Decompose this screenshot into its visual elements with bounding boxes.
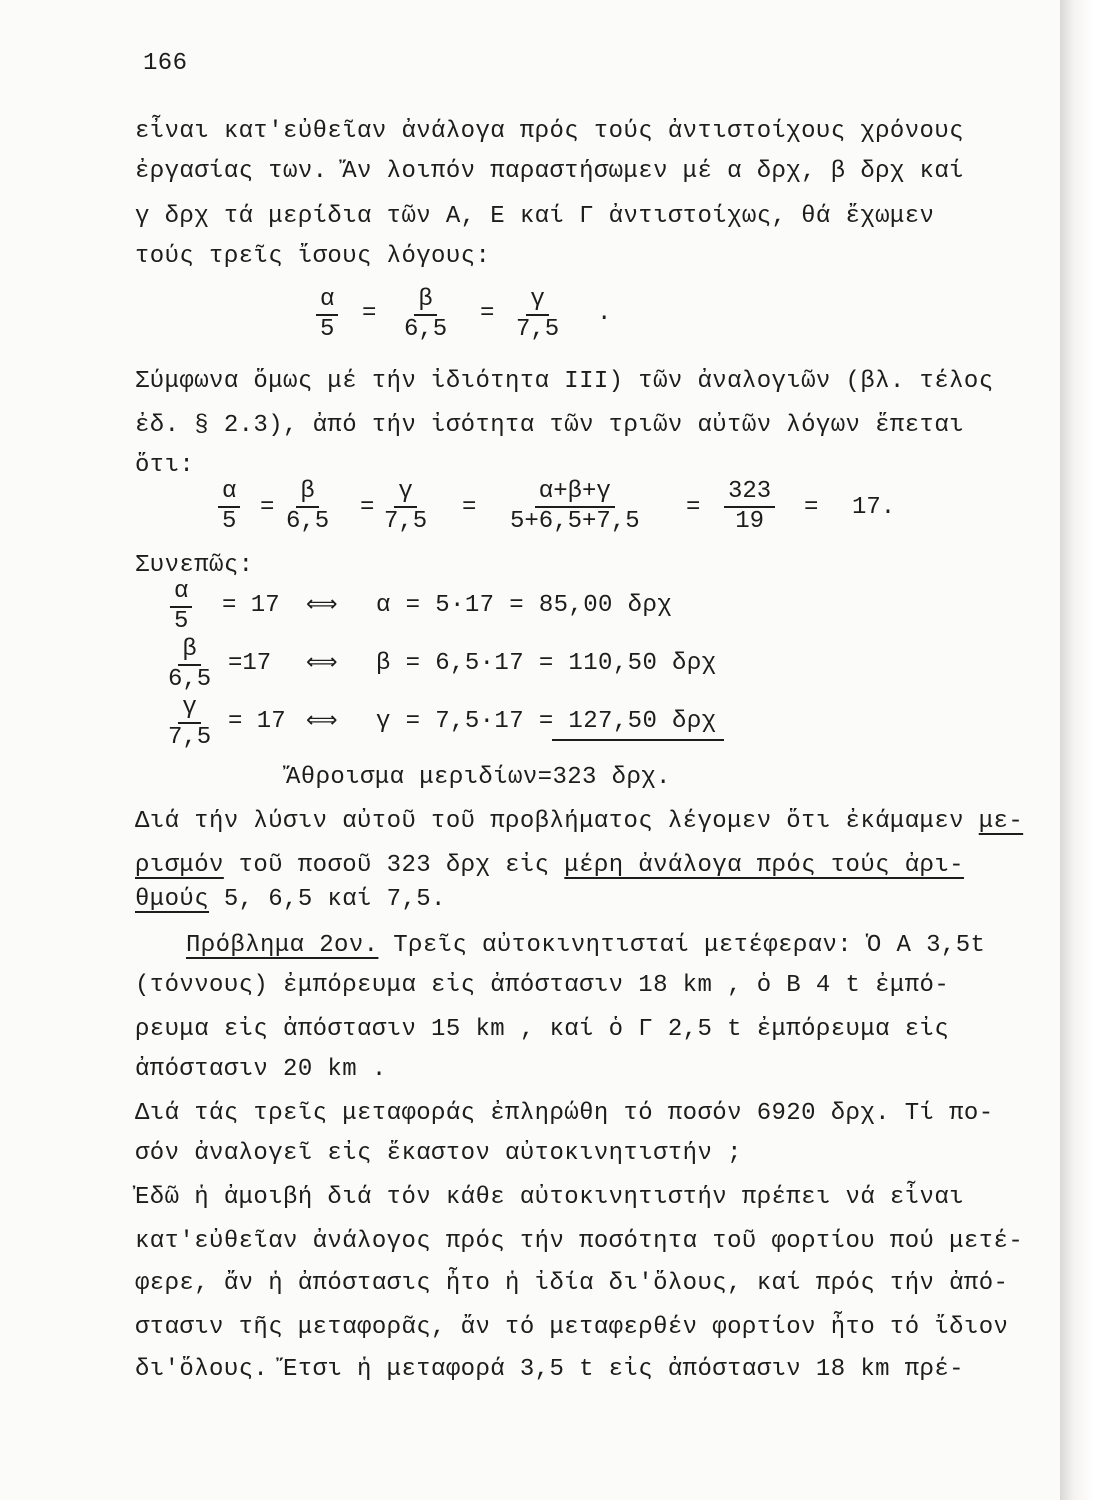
denominator: 7,5: [384, 508, 428, 535]
text-line: Διά τήν λύσιν αὐτοῦ τοῦ προβλήματος λέγομεν ὅτι ἐκάμαμεν με-: [135, 808, 1024, 835]
fraction-beta-6-5: [286, 478, 329, 536]
solution-fraction: [168, 636, 211, 694]
numerator: γ: [526, 286, 548, 316]
numerator: γ: [394, 478, 416, 508]
equals-sign: =: [260, 494, 275, 521]
denominator: 6,5: [404, 316, 448, 343]
solution-fraction: [170, 578, 192, 636]
solution-text: γ = 7,5·17 = 127,50 δρχ: [376, 708, 717, 735]
text-line: ρισμόν τοῦ ποσοῦ 323 δρχ εἰς μέρη ἀνάλογα πρός τούς ἀρι-: [135, 852, 964, 879]
equals-17: =17: [228, 650, 272, 677]
denominator: 7,5: [168, 724, 212, 751]
fraction-sum: [510, 478, 640, 536]
denominator: 5: [174, 608, 189, 635]
text-line: δι'ὅλους. Ἔτσι ἡ μεταφορά 3,5 t εἰς ἀπόστασιν 18 km πρέ-: [135, 1356, 964, 1383]
equals-17: = 17: [222, 592, 280, 619]
fraction-gamma-7-5: [384, 478, 427, 536]
text-line: Διά τάς τρεῖς μεταφοράς ἐπληρώθη τό ποσόν 6920 δρχ. Τί πο-: [135, 1100, 994, 1127]
total-line: Ἄθροισμα μεριδίων=323 δρχ.: [286, 764, 671, 791]
text-line: ὅτι:: [135, 452, 195, 479]
equals-sign: =: [462, 494, 477, 521]
numerator: 323: [724, 478, 775, 508]
text-line: γ δρχ τά μερίδια τῶν Α, Ε καί Γ ἀντιστοίχως, θά ἔχωμεν: [135, 203, 935, 230]
text-line: φερε, ἄν ἡ ἀπόστασις ἦτο ἡ ἰδία δι'ὅλους, καί πρός τήν ἀπό-: [135, 1270, 1009, 1297]
numerator: γ: [178, 694, 200, 724]
solution-fraction: [168, 694, 211, 752]
denominator: 6,5: [286, 508, 330, 535]
equals-sign: =: [362, 300, 377, 327]
page-number: 166: [143, 50, 188, 77]
equivalence-arrow: ⟺: [306, 593, 338, 618]
denominator: 5: [222, 508, 237, 535]
fraction-alpha-5: [218, 478, 240, 536]
fraction-alpha-5: [316, 286, 338, 344]
text-line: Σύμφωνα ὅμως μέ τήν ἰδιότητα III) τῶν ἀναλογιῶν (βλ. τέλος: [135, 368, 994, 395]
equals-sign: =: [804, 494, 819, 521]
text-line: (τόννους) ἐμπόρευμα εἰς ἀπόστασιν 18 km , ὁ Β 4 t ἐμπό-: [135, 972, 950, 999]
fraction-beta-6-5: [404, 286, 447, 344]
denominator: 7,5: [516, 316, 560, 343]
numerator: α: [218, 478, 240, 508]
text-line: θμούς 5, 6,5 καί 7,5.: [135, 886, 446, 913]
equals-sign: =: [360, 494, 375, 521]
denominator: 5: [320, 316, 335, 343]
text-line: κατ'εὐθεῖαν ἀνάλογος πρός τήν ποσότητα τοῦ φορτίου πού μετέ-: [135, 1228, 1024, 1255]
problem-heading: Πρόβλημα 2ον. Τρεῖς αὐτοκινητισταί μετέφεραν: Ὁ Α 3,5t: [186, 932, 986, 959]
text-line: Ἐδῶ ἡ ἀμοιβή διά τόν κάθε αὐτοκινητιστήν πρέπει νά εἶναι: [135, 1184, 964, 1211]
fraction-gamma-7-5: [516, 286, 559, 344]
fraction-323-19: [724, 478, 775, 536]
numerator: β: [178, 636, 200, 666]
result-value: 17.: [852, 494, 896, 521]
solution-text: β = 6,5·17 = 110,50 δρχ: [376, 650, 717, 677]
text-line: στασιν τῆς μεταφορᾶς, ἄν τό μεταφερθέν φορτίον ἦτο τό ἴδιον: [135, 1314, 1009, 1341]
numerator: α+β+γ: [535, 478, 615, 508]
denominator: 5+6,5+7,5: [510, 508, 640, 535]
text-line: εἶναι κατ'εὐθεῖαν ἀνάλογα πρός τούς ἀντιστοίχους χρόνους: [135, 118, 964, 145]
text-line: Συνεπῶς:: [135, 552, 254, 579]
numerator: α: [170, 578, 192, 608]
equals-17: = 17: [228, 708, 286, 735]
page-edge: [1060, 0, 1094, 1500]
sum-rule: [552, 739, 724, 741]
text-line: ἐργασίας των. Ἄν λοιπόν παραστήσωμεν μέ α δρχ, β δρχ καί: [135, 158, 964, 185]
solution-text: α = 5·17 = 85,00 δρχ: [376, 592, 673, 619]
equals-sign: =: [480, 300, 495, 327]
equivalence-arrow: ⟺: [306, 651, 338, 676]
equals-sign: =: [686, 494, 701, 521]
equivalence-arrow: ⟺: [306, 709, 338, 734]
denominator: 6,5: [168, 666, 212, 693]
numerator: β: [414, 286, 436, 316]
numerator: β: [296, 478, 318, 508]
text-line: ρευμα εἰς ἀπόστασιν 15 km , καί ὁ Γ 2,5 t ἐμπόρευμα εἰς: [135, 1016, 950, 1043]
text-line: τούς τρεῖς ἴσους λόγους:: [135, 243, 491, 270]
period: .: [597, 300, 612, 327]
text-line: ἐδ. § 2.3), ἀπό τήν ἰσότητα τῶν τριῶν αὐτῶν λόγων ἕπεται: [135, 412, 964, 439]
denominator: 19: [735, 508, 765, 535]
numerator: α: [316, 286, 338, 316]
text-line: ἀπόστασιν 20 km .: [135, 1056, 387, 1083]
text-line: σόν ἀναλογεῖ εἰς ἕκαστον αὐτοκινητιστήν ;: [135, 1140, 742, 1167]
